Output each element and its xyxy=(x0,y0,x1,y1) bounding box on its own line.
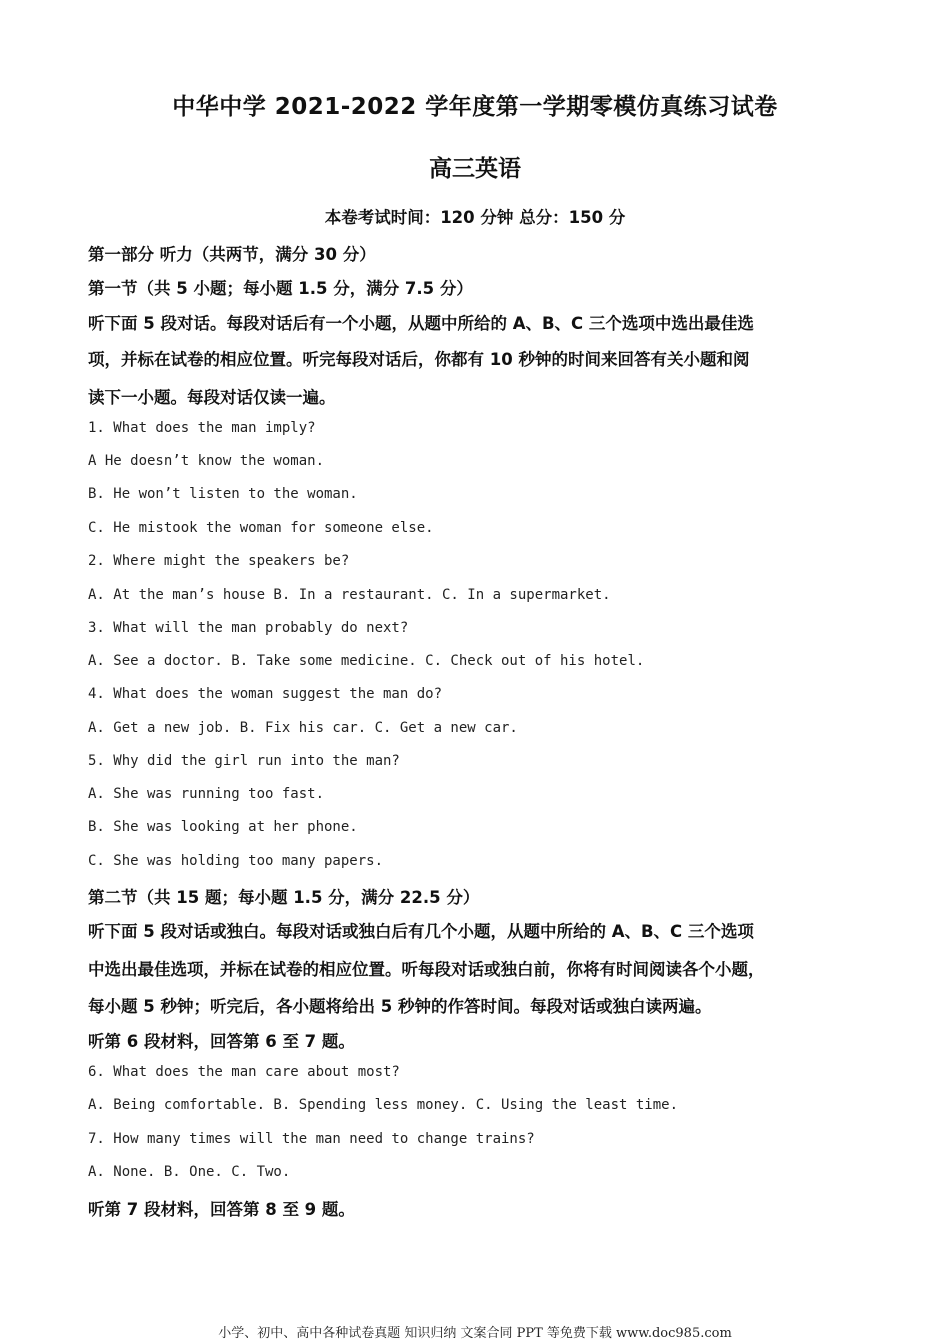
option-line: A. At the man’s house B. In a restaurant. C. In a supermarket. xyxy=(88,587,611,603)
section1-instruction-line: 读下一小题。每段对话仅读一遍。 xyxy=(88,388,336,407)
material-6-heading: 听第 6 段材料，回答第 6 至 7 题。 xyxy=(88,1032,355,1051)
question-4: 4. What does the woman suggest the man do? xyxy=(88,686,443,702)
question-3: 3. What will the man probably do next? xyxy=(88,620,409,636)
section1-instruction-line: 项，并标在试卷的相应位置。听完每段对话后，你都有 10 秒钟的时间来回答有关小题和阅 xyxy=(88,350,750,369)
question-7: 7. How many times will the man need to change trains? xyxy=(88,1131,535,1147)
section2-instruction-line: 每小题 5 秒钟；听完后，各小题将给出 5 秒钟的作答时间。每段对话或独白读两遍。 xyxy=(88,997,712,1016)
question-6: 6. What does the man care about most? xyxy=(88,1064,400,1080)
section1-heading: 第一节（共 5 小题；每小题 1.5 分，满分 7.5 分） xyxy=(88,279,473,298)
option-line: A. Being comfortable. B. Spending less money. C. Using the least time. xyxy=(88,1097,679,1113)
subject-title: 高三英语 xyxy=(429,156,521,182)
option-line: B. He won’t listen to the woman. xyxy=(88,486,358,502)
question-2: 2. Where might the speakers be? xyxy=(88,553,350,569)
option-line: A He doesn’t know the woman. xyxy=(88,453,325,469)
option-line: A. She was running too fast. xyxy=(88,786,325,802)
exam-info: 本卷考试时间：120 分钟 总分：150 分 xyxy=(324,208,626,227)
option-line: C. He mistook the woman for someone else. xyxy=(88,520,434,536)
question-5: 5. Why did the girl run into the man? xyxy=(88,753,400,769)
section2-heading: 第二节（共 15 题；每小题 1.5 分，满分 22.5 分） xyxy=(88,888,480,907)
material-7-heading: 听第 7 段材料，回答第 8 至 9 题。 xyxy=(88,1200,355,1219)
option-line: A. Get a new job. B. Fix his car. C. Get a new car. xyxy=(88,720,518,736)
footer-watermark: 小学、初中、高中各种试卷真题 知识归纳 文案合同 PPT 等免费下载 www.doc985.com xyxy=(218,1326,732,1341)
section2-instruction-line: 听下面 5 段对话或独白。每段对话或独白后有几个小题，从题中所给的 A、B、C 三个选项 xyxy=(88,922,754,941)
option-line: A. None. B. One. C. Two. xyxy=(88,1164,291,1180)
section1-instruction-line: 听下面 5 段对话。每段对话后有一个小题，从题中所给的 A、B、C 三个选项中选出最佳选 xyxy=(88,314,754,333)
question-1: 1. What does the man imply? xyxy=(88,420,316,436)
option-line: A. See a doctor. B. Take some medicine. C. Check out of his hotel. xyxy=(88,653,645,669)
option-line: C. She was holding too many papers. xyxy=(88,853,384,869)
part1-heading: 第一部分 听力（共两节，满分 30 分） xyxy=(88,245,376,264)
exam-title: 中华中学 2021-2022 学年度第一学期零模仿真练习试卷 xyxy=(172,94,778,120)
section2-instruction-line: 中选出最佳选项，并标在试卷的相应位置。听每段对话或独白前，你将有时间阅读各个小题， xyxy=(88,960,765,979)
option-line: B. She was looking at her phone. xyxy=(88,819,358,835)
